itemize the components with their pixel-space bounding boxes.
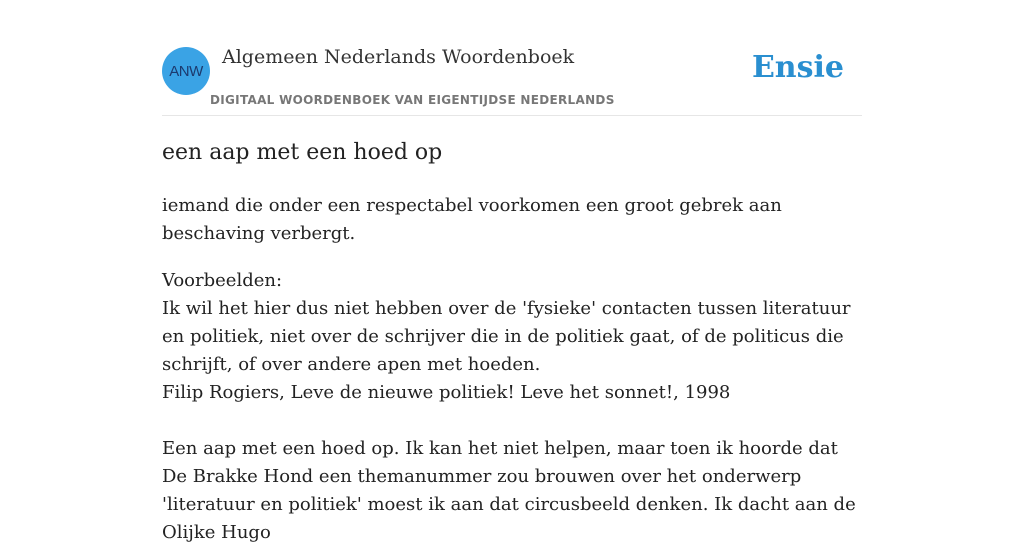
examples-label: Voorbeelden:: [162, 270, 283, 291]
example-source: Filip Rogiers, Leve de nieuwe politiek! Leve het sonnet!, 1998: [162, 382, 731, 403]
example-spacer: [162, 407, 862, 435]
entry-definition: iemand die onder een respectabel voorkomen een groot gebrek aan beschaving verbergt.: [162, 195, 782, 244]
site-header: [162, 0, 862, 116]
entry-card: [162, 0, 862, 543]
example-quote: Ik wil het hier dus niet hebben over de 'fysieke' contacten tussen literatuur en politiek, niet over de schrijver die in de politiek gaat, of de politicus die schrijft, of over andere apen met hoeden.: [162, 298, 851, 375]
entry-term: een aap met een hoed op: [162, 140, 443, 165]
examples-section: [162, 267, 862, 547]
dictionary-subtitle: DIGITAAL WOORDENBOEK VAN EIGENTIJDSE NEDERLANDS: [210, 93, 615, 107]
example-quote: Een aap met een hoed op. Ik kan het niet helpen, maar toen ik hoorde dat De Brakke Hond een themanummer zou brouwen over het onderwerp 'literatuur en politiek' moest ik aan dat circusbeeld denken. Ik dacht aan de Olijke Hugo: [162, 438, 856, 543]
anw-logo[interactable]: ANW: [162, 47, 210, 95]
dictionary-title[interactable]: Algemeen Nederlands Woordenboek: [222, 46, 575, 68]
ensie-brand-link[interactable]: Ensie: [751, 50, 844, 85]
